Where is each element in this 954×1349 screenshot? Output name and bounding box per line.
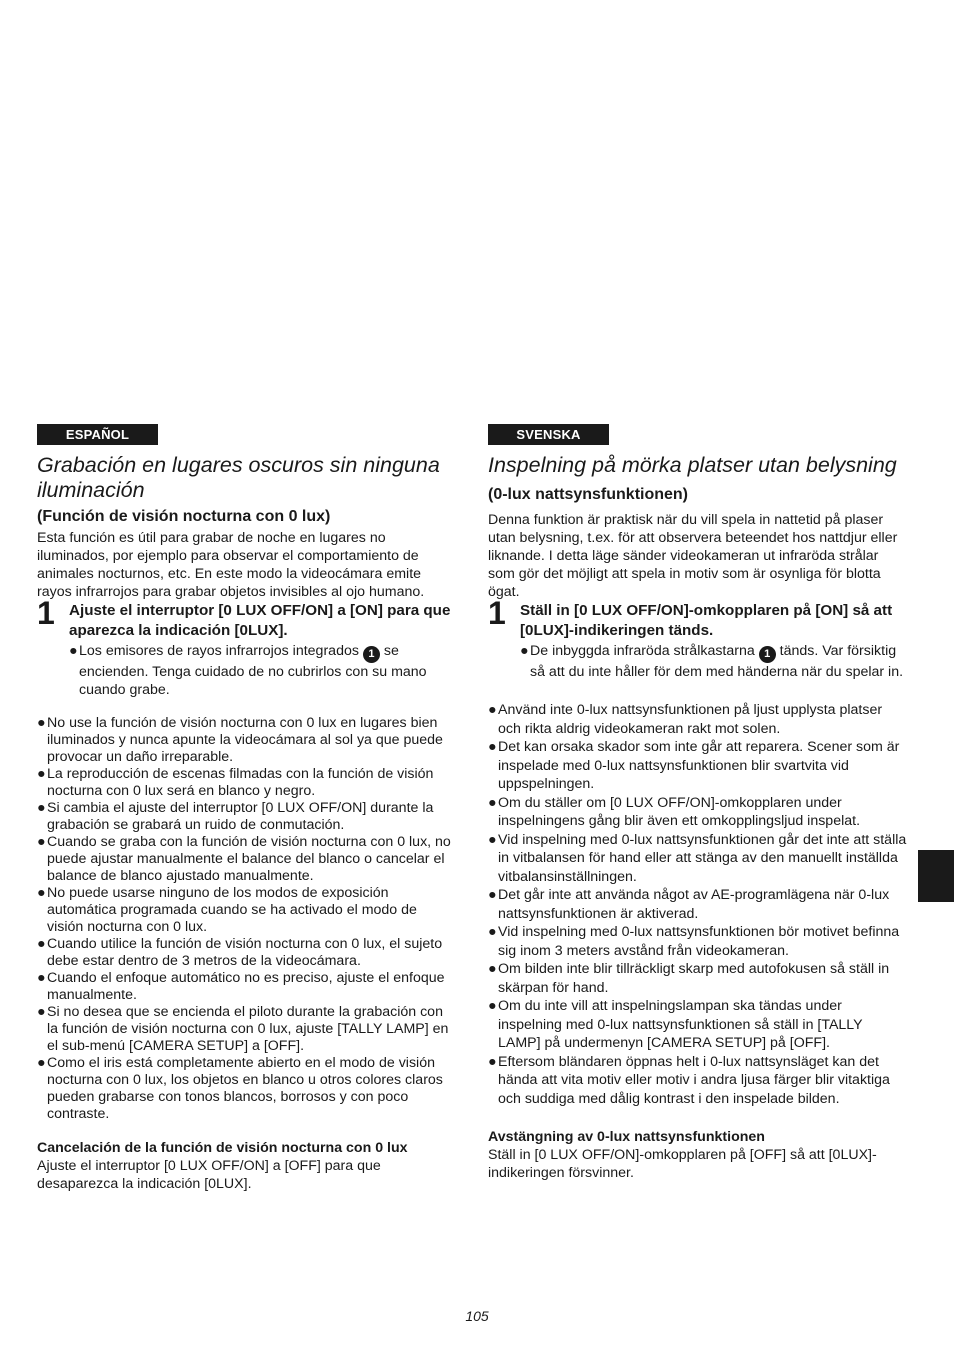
list-item <box>488 794 908 831</box>
bullet-dot-icon: ● <box>488 1053 497 1070</box>
list-item <box>488 701 908 738</box>
note-text: Vid inspelning med 0-lux nattsynsfunktionen bör motivet befinna sig inom 3 meters avstånd från videokameran. <box>498 924 900 959</box>
bullet-dot-icon: ● <box>37 800 46 816</box>
list-item <box>37 715 457 766</box>
note-text: Det går inte att använda något av AE-programlägena när 0-lux nattsynsfunktionen är aktiverad. <box>498 887 890 922</box>
note-text: Om bilden inte blir tillräckligt skarp med autofokusen så ställ in skärpan för hand. <box>498 961 890 996</box>
title-main: Inspelning på mörka platser utan belysning <box>488 453 897 477</box>
bullet-dot-icon: ● <box>488 924 497 940</box>
list-item <box>37 936 457 970</box>
section-subtitle-spanish: (Función de visión nocturna con 0 lux) <box>37 508 331 525</box>
bullet-dot-icon: ● <box>488 702 497 718</box>
step-bullet-text-after: se encienden. Tenga cuidado de no cubrirlos con su mano cuando grabe. <box>79 643 427 698</box>
note-text: Om du inte vill att inspelningslampan ska tändas under inspelning med 0-lux nattsynsfunktionen så ställ in [TALLY LAMP] på undermenyn [CAMERA SETUP] på [OFF]. <box>498 998 863 1051</box>
step-bullet <box>69 642 457 699</box>
step-bullet-text-before: Los emisores de rayos infrarrojos integrados <box>79 643 359 659</box>
note-text: Om du ställer om [0 LUX OFF/ON]-omkopplaren under inspelningens gång blir även ett omkopplingsljud inspelat. <box>498 794 861 829</box>
list-item <box>37 970 457 1004</box>
title-suffix: (0-lux nattsynsfunktionen) <box>488 486 689 503</box>
notes-list-swedish <box>488 701 908 1108</box>
bullet-dot-icon: ● <box>488 831 497 848</box>
note-text: Vid inspelning med 0-lux nattsynsfunktionen går det inte att ställa in vitbalansen för hand eller att stänga av den manuellt inställda vitbalansinställningen. <box>498 831 907 885</box>
note-text: Använd inte 0-lux nattsynsfunktionen på ljust upplysta platser och rikta aldrig videokameran rakt mot solen. <box>498 702 883 737</box>
cancel-section-spanish <box>37 1139 457 1193</box>
bullet-dot-icon: ● <box>520 643 529 659</box>
list-item <box>488 1053 908 1109</box>
bullet-dot-icon: ● <box>37 885 46 901</box>
step-instruction: Ajuste el interruptor [0 LUX OFF/ON] a [ON] para que aparezca la indicación [0LUX]. <box>69 602 451 639</box>
bullet-dot-icon: ● <box>37 834 46 850</box>
list-item <box>488 923 908 960</box>
bullet-dot-icon: ● <box>37 936 46 952</box>
bullet-dot-icon: ● <box>488 739 497 755</box>
bullet-dot-icon: ● <box>69 643 78 659</box>
cancel-section-swedish <box>488 1128 908 1182</box>
note-text: Cuando el enfoque automático no es preciso, ajuste el enfoque manualmente. <box>47 970 445 1003</box>
note-text: Cuando se graba con la función de visión nocturna con 0 lux, no puede ajustar manualmente el balance del blanco o cancelar el balance de blanco ajustado manualmente. <box>47 834 451 884</box>
list-item <box>37 885 457 936</box>
step-1-swedish <box>488 595 908 681</box>
step-bullet-text-before: De inbyggda infraröda strålkastarna <box>530 643 755 659</box>
list-item <box>37 800 457 834</box>
bullet-dot-icon: ● <box>37 766 46 782</box>
note-text: Cuando utilice la función de visión nocturna con 0 lux, el sujeto debe estar dentro de 3 metros de la videocámara. <box>47 936 443 969</box>
cancel-heading: Avstängning av 0-lux nattsynsfunktionen <box>488 1129 765 1145</box>
step-number: 1 <box>488 595 506 631</box>
bullet-dot-icon: ● <box>37 715 46 731</box>
list-item <box>488 886 908 923</box>
bullet-dot-icon: ● <box>37 1055 46 1071</box>
step-instruction: Ställ in [0 LUX OFF/ON]-omkopplaren på [ON] så att [0LUX]-indikeringen tänds. <box>520 602 893 639</box>
swedish-column <box>488 424 908 1182</box>
cancel-heading: Cancelación de la función de visión nocturna con 0 lux <box>37 1140 408 1156</box>
list-item <box>37 1055 457 1123</box>
bullet-dot-icon: ● <box>37 970 46 986</box>
step-bullet <box>520 642 908 681</box>
notes-list-spanish <box>37 715 457 1123</box>
step-number: 1 <box>37 595 55 631</box>
list-item <box>488 997 908 1053</box>
note-text: Det kan orsaka skador som inte går att reparera. Scener som är inspelade med 0-lux nattsynsfunktionen blir svartvita vid uppspelningen. <box>498 739 900 792</box>
intro-paragraph-spanish: Esta función es útil para grabar de noche en lugares no iluminados, por ejemplo para observar el comportamiento de animales nocturnos, etc. En este modo la videocámara emite rayos infrarrojos para grabar objetos invisibles al ojo humano. <box>37 530 425 600</box>
list-item <box>37 834 457 885</box>
circled-number-icon: 1 <box>759 646 776 663</box>
language-badge-spanish: ESPAÑOL <box>37 424 158 445</box>
bullet-dot-icon: ● <box>488 998 497 1014</box>
note-text: Si cambia el ajuste del interruptor [0 LUX OFF/ON] durante la grabación se grabará un ruido de conmutación. <box>47 800 434 833</box>
cancel-text: Ställ in [0 LUX OFF/ON]-omkopplaren på [OFF] så att [0LUX]-indikeringen försvinner. <box>488 1147 877 1181</box>
note-text: No use la función de visión nocturna con 0 lux en lugares bien iluminados y nunca apunte la videocámara al sol ya que puede provocar un daño irreparable. <box>47 715 443 765</box>
list-item <box>37 766 457 800</box>
step-1-spanish <box>37 595 457 699</box>
spanish-column <box>37 424 457 1193</box>
step-bullet-text-after: tänds. Var försiktig så att du inte håller för dem med händerna när du spelar in. <box>530 643 904 680</box>
list-item <box>488 738 908 794</box>
list-item <box>37 1004 457 1055</box>
list-item <box>488 960 908 997</box>
side-tab-marker <box>918 850 954 902</box>
intro-paragraph-swedish: Denna funktion är praktisk när du vill spela in nattetid på plaser utan belysning, t.ex. för att observera beteendet hos nattdjur eller liknande. I detta läge sänder videokameran ut infraröda strålar som gör det möjligt att spela in motiv som är osynliga för blotta ögat. <box>488 512 898 600</box>
language-badge-swedish: SVENSKA <box>488 424 609 445</box>
cancel-text: Ajuste el interruptor [0 LUX OFF/ON] a [OFF] para que desaparezca la indicación [0LUX]. <box>37 1158 381 1192</box>
circled-number-icon: 1 <box>363 646 380 663</box>
note-text: Como el iris está completamente abierto en el modo de visión nocturna con 0 lux, los objetos en blanco u otros colores claros pueden grabarse con tonos blancos, borrosos y con poco contraste. <box>47 1055 443 1122</box>
note-text: No puede usarse ninguno de los modos de exposición automática programada cuando se ha activado el modo de visión nocturna con 0 lux. <box>47 885 417 935</box>
bullet-dot-icon: ● <box>488 887 497 903</box>
note-text: Si no desea que se encienda el piloto durante la grabación con la función de visión nocturna con 0 lux, ajuste [TALLY LAMP] en el sub-menú [CAMERA SETUP] a [OFF]. <box>47 1004 449 1054</box>
list-item <box>488 831 908 887</box>
bullet-dot-icon: ● <box>488 794 497 811</box>
page-number: 105 <box>465 1308 489 1324</box>
bullet-dot-icon: ● <box>488 961 497 977</box>
note-text: Eftersom bländaren öppnas helt i 0-lux nattsynsläget kan det hända att vita motiv eller motiv i andra ljusa färger blir vitaktiga och suddiga med dålig kontrast i den inspelade bilden. <box>498 1053 890 1107</box>
section-title-spanish: Grabación en lugares oscuros sin ninguna iluminación <box>37 453 440 502</box>
note-text: La reproducción de escenas filmadas con la función de visión nocturna con 0 lux será en blanco y negro. <box>47 766 434 799</box>
bullet-dot-icon: ● <box>37 1004 46 1020</box>
section-title-swedish <box>488 453 908 507</box>
